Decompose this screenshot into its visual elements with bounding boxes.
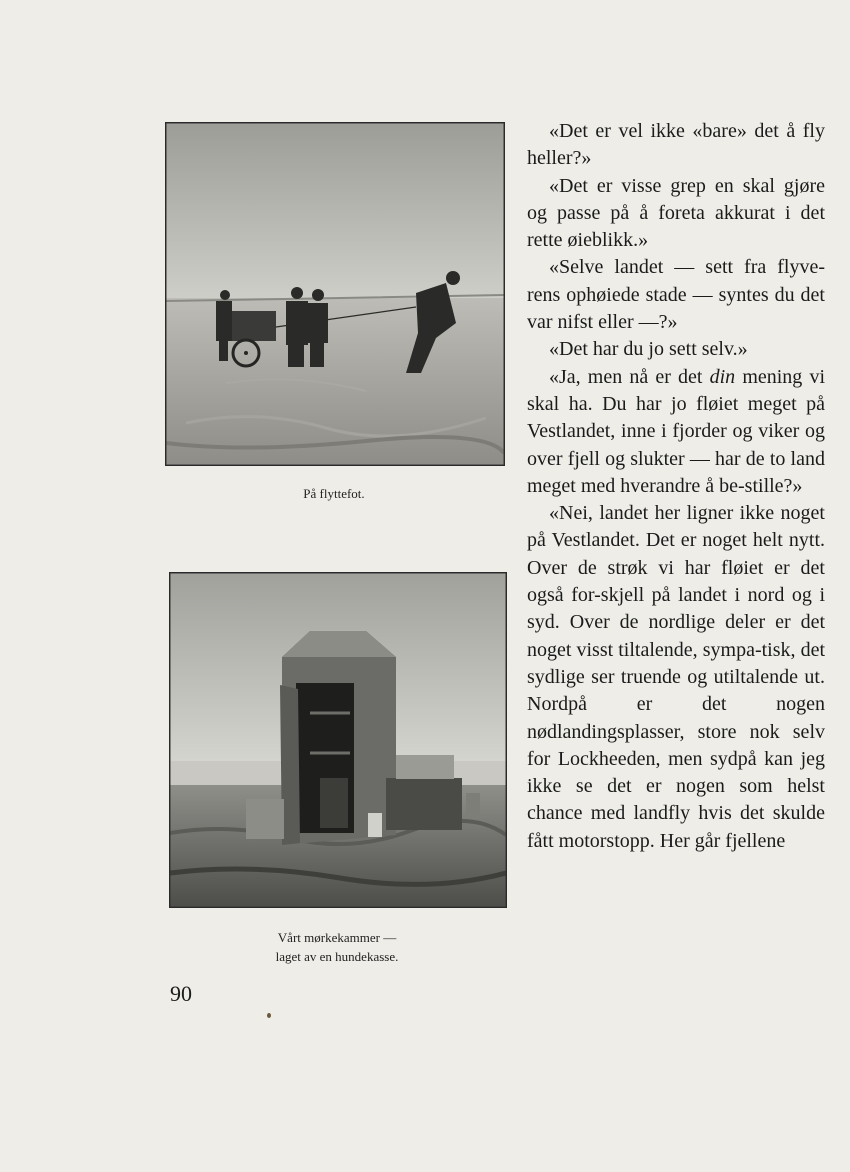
figure-caption-2-line-1: Vårt mørkekammer — [277, 930, 397, 945]
page-number: 90 [170, 981, 192, 1006]
paragraph-5 [527, 364, 825, 500]
darkroom-crate-illustration [170, 573, 506, 907]
cart-scene-illustration [166, 123, 504, 465]
paragraph-3: «Selve landet — sett fra flyve-rens ophøiede stade — syntes du det var nifst eller —?» [527, 256, 825, 334]
paragraph-2: «Det er visse grep en skal gjøre og passe på å foreta akkurat i det rette øieblikk.» [527, 174, 825, 252]
paragraph-4: «Det har du jo sett selv.» [549, 338, 748, 361]
body-text-column [527, 118, 825, 855]
paragraph-5-before: «Ja, men nå er det [549, 365, 710, 388]
figure-caption-1 [165, 484, 503, 503]
photo-darkroom-crate [169, 572, 507, 908]
ink-speck [267, 1013, 271, 1018]
paragraph-5-emphasis: din [709, 365, 736, 388]
paragraph-1: «Det er vel ikke «bare» det å fly heller?» [527, 120, 825, 170]
figure-caption-2-line-2: laget av en hundekasse. [275, 949, 399, 964]
photo-men-pulling-cart [165, 122, 505, 466]
paragraph-5-after: mening vi skal ha. Du har jo fløiet meget på Vestlandet, inne i fjorder og viker og over fjell og slukter — har de to land meget med hverandre å be-stille?» [527, 365, 826, 497]
figure-caption-2 [169, 928, 505, 966]
figure-caption-1-text: På flyttefot. [303, 486, 365, 501]
paragraph-6: «Nei, landet her ligner ikke noget på Vestlandet. Det er noget helt nytt. Over de strøk vi har fløiet er det også for-skjell på landet i nord og i syd. Over de nordlige deler er det noget visst tiltalende, sympa-tisk, det sydlige ser truende og utiltalende ut. Nordpå er det nogen nødlandingsplasser, store nok selv for Lockheeden, men sydpå kan jeg ikke se det er nogen som helst chance med landfly hvis det skulde fått motorstopp. Her går fjellene [527, 502, 825, 852]
